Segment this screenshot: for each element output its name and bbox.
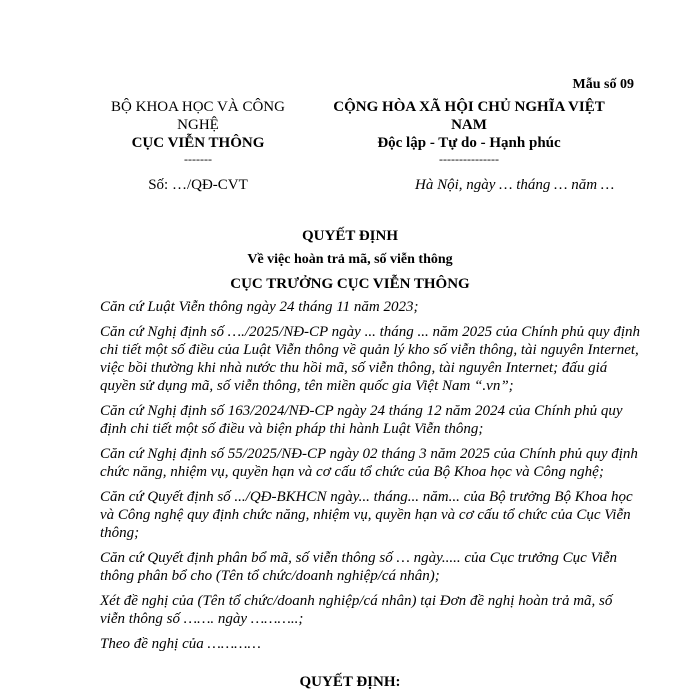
- form-number: Mẫu số 09: [572, 77, 634, 92]
- country-name: CỘNG HÒA XÃ HỘI CHỦ NGHĨA VIỆT NAM: [333, 99, 605, 133]
- ministry-name: BỘ KHOA HỌC VÀ CÔNG NGHỆ: [111, 99, 285, 133]
- document-title: QUYẾT ĐỊNH: [302, 228, 398, 244]
- national-header: [320, 98, 618, 166]
- basis-paragraph: Căn cứ Quyết định số .../QĐ-BKHCN ngày... tháng... năm... của Bộ trưởng Bộ Khoa học và Công nghệ quy định chức năng, nhiệm vụ, quyền hạn và cơ cấu tổ chức của Cục Viễn thông;: [100, 489, 633, 541]
- basis-paragraph: Căn cứ Quyết định phân bổ mã, số viễn thông số … ngày..... của Cục trưởng Cục Viễn thông phân bổ cho (Tên tổ chức/doanh nghiệp/cá nhân);: [100, 550, 617, 584]
- national-motto: Độc lập - Tự do - Hạnh phúc: [377, 135, 561, 151]
- legal-basis: [100, 298, 640, 660]
- basis-paragraph: Căn cứ Nghị định số …./2025/NĐ-CP ngày ... tháng ... năm 2025 của Chính phủ quy định chi tiết một số điều của Luật Viễn thông về quản lý kho số viễn thông, tài nguyên Internet, việc bồi thường khi nhà nước thu hồi mã, số viễn thông, tài nguyên Internet; đấu giá quyền sử dụng mã, số viễn thông, tên miền quốc gia Việt Nam “.vn”;: [100, 324, 640, 394]
- basis-paragraph: Xét đề nghị của (Tên tổ chức/doanh nghiệp/cá nhân) tại Đơn đề nghị hoàn trả mã, số viễn thông số ……. ngày ………..;: [100, 593, 613, 627]
- basis-paragraph: Theo đề nghị của …………: [100, 636, 261, 652]
- document-number: Số: …/QĐ-CVT: [148, 177, 248, 193]
- document-subject: Về việc hoàn trả mã, số viễn thông: [247, 252, 453, 267]
- decision-heading: QUYẾT ĐỊNH:: [299, 674, 401, 690]
- department-name: CỤC VIỄN THÔNG: [131, 135, 265, 151]
- issuing-authority: CỤC TRƯỞNG CỤC VIỄN THÔNG: [230, 276, 470, 292]
- basis-paragraph: Căn cứ Nghị định số 55/2025/NĐ-CP ngày 02 tháng 3 năm 2025 của Chính phủ quy định chức năng, nhiệm vụ, quyền hạn và cơ cấu tổ chức của Bộ Khoa học và Công nghệ;: [100, 446, 638, 480]
- issuer-header: [100, 98, 296, 166]
- place-and-date: Hà Nội, ngày … tháng … năm …: [415, 177, 615, 193]
- basis-paragraph: Căn cứ Luật Viễn thông ngày 24 tháng 11 năm 2023;: [100, 299, 419, 315]
- basis-paragraph: Căn cứ Nghị định số 163/2024/NĐ-CP ngày 24 tháng 12 năm 2024 của Chính phủ quy định chi tiết một số điều và biện pháp thi hành Luật Viễn thông;: [100, 403, 623, 437]
- header-left-divider: -------: [184, 152, 212, 166]
- header-right-divider: ---------------: [439, 152, 499, 166]
